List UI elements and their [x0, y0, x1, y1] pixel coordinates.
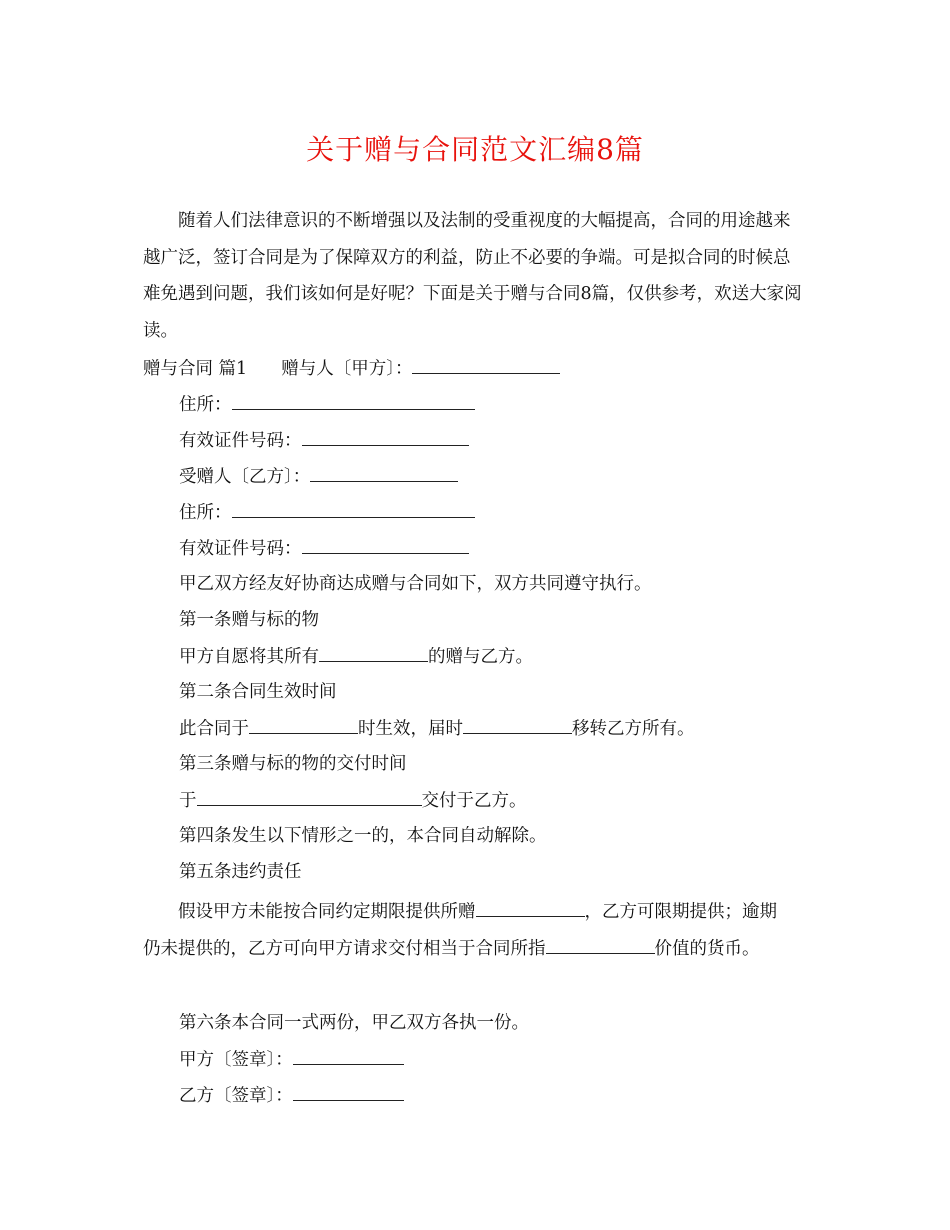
document-title: 关于赠与合同范文汇编8篇	[306, 133, 644, 166]
section-heading-row	[143, 356, 560, 381]
article-5-title-row	[179, 860, 302, 884]
donor-id-row	[179, 428, 469, 453]
article-5-paragraph	[143, 894, 793, 967]
article-3-text-b: 交付于乙方。	[421, 791, 527, 811]
donor-address-label: 住所：	[179, 395, 232, 415]
section-heading: 赠与合同 篇1	[143, 359, 248, 379]
donor-label: 赠与人〔甲方〕：	[281, 359, 413, 379]
value-blank	[546, 936, 655, 954]
donee-id-label: 有效证件号码：	[179, 539, 302, 559]
article-3-text-row	[179, 788, 527, 813]
donor-address-row	[179, 392, 475, 417]
donee-address-label: 住所：	[179, 503, 232, 523]
gift-object-blank	[476, 899, 585, 917]
article-1-title: 第一条赠与标的物	[179, 610, 319, 630]
article-5-text-c: 价值的货币。	[654, 938, 760, 959]
party-b-signature-row	[179, 1083, 404, 1108]
article-2-title-row	[179, 680, 337, 704]
article-2-text-c: 移转乙方所有。	[572, 719, 695, 739]
donor-name-blank	[412, 356, 560, 374]
intro-text: 随着人们法律意识的不断增强以及法制的受重视度的大幅提高，合同的用途越来越广泛，签订合同是为了保障双方的利益，防止不必要的争端。可是拟合同的时候总难免遇到问题，我们该如何是好呢？下面是关于赠与合同8篇，仅供参考，欢送大家阅读。	[143, 211, 802, 341]
party-a-signature-row	[179, 1047, 404, 1072]
article-1-text-a: 甲方自愿将其所有	[179, 647, 319, 667]
donee-name-blank	[310, 464, 458, 482]
article-3-title-row	[179, 752, 407, 776]
article-3-text-a: 于	[179, 791, 197, 811]
article-3-title: 第三条赠与标的物的交付时间	[179, 754, 407, 774]
party-a-signature-label: 甲方〔签章〕：	[179, 1050, 293, 1070]
article-1-text-row	[179, 644, 533, 669]
donor-address-blank	[232, 392, 475, 410]
party-b-signature-blank	[293, 1083, 404, 1101]
delivery-date-blank	[197, 788, 422, 806]
article-6-title-row	[179, 1011, 529, 1035]
donee-address-blank	[232, 500, 475, 518]
agreement-row	[179, 572, 652, 596]
gift-item-blank	[319, 644, 428, 662]
donee-id-row	[179, 536, 469, 561]
party-a-signature-blank	[293, 1047, 404, 1065]
intro-paragraph	[143, 203, 803, 349]
donee-row	[179, 464, 458, 489]
donee-address-row	[179, 500, 475, 525]
donor-id-label: 有效证件号码：	[179, 431, 302, 451]
article-2-text-a: 此合同于	[179, 719, 249, 739]
agreement-text: 甲乙双方经友好协商达成赠与合同如下，双方共同遵守执行。	[179, 574, 652, 594]
article-1-title-row	[179, 608, 319, 632]
donee-id-blank	[302, 536, 469, 554]
article-1-text-b: 的赠与乙方。	[428, 647, 533, 667]
article-5-title: 第五条违约责任	[179, 862, 302, 882]
article-4-title: 第四条发生以下情形之一的，本合同自动解除。	[179, 826, 547, 846]
article-5-text-a: 假设甲方未能按合同约定期限提供所赠	[178, 902, 476, 922]
transfer-item-blank	[463, 716, 572, 734]
donee-label: 受赠人〔乙方〕：	[179, 467, 311, 487]
article-4-title-row	[179, 824, 547, 848]
donor-id-blank	[302, 428, 469, 446]
article-5-text-b: ，乙方可限期提供；逾期仍未提供的，乙方可向甲方请求交付相当于合同所指	[143, 902, 777, 959]
party-b-signature-label: 乙方〔签章〕：	[179, 1086, 293, 1106]
article-2-text-b: 时生效，届时	[358, 719, 463, 739]
article-6-title: 第六条本合同一式两份，甲乙双方各执一份。	[179, 1013, 529, 1033]
article-2-text-row	[179, 716, 695, 741]
effective-date-blank	[249, 716, 358, 734]
article-2-title: 第二条合同生效时间	[179, 682, 337, 702]
